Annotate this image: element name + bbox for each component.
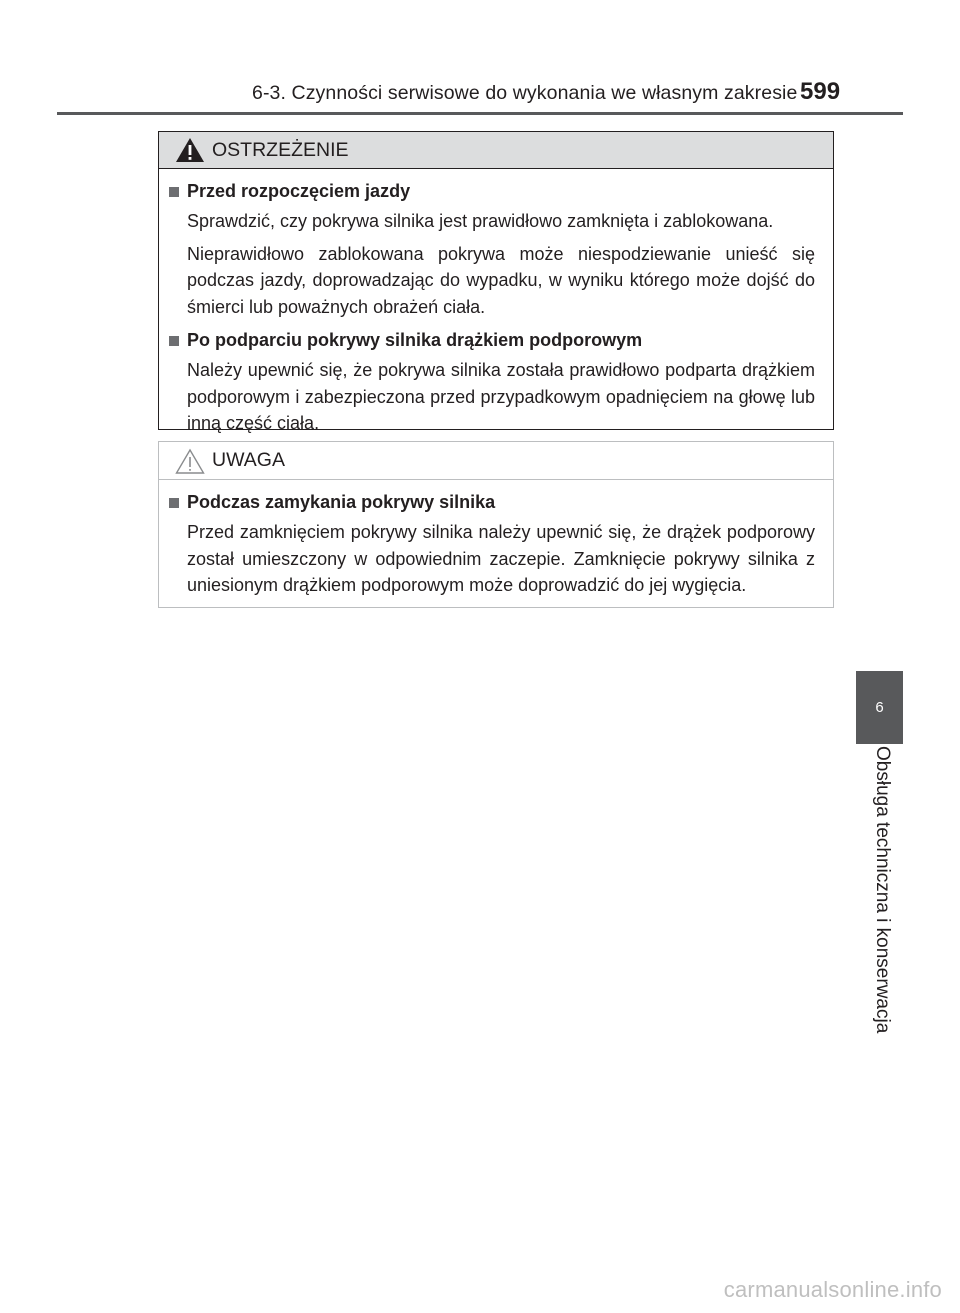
notice-box-title: UWAGA [212,449,285,471]
square-bullet-icon [169,336,179,346]
warning-triangle-outline-icon [175,448,205,474]
warning-triangle-filled-icon [175,137,205,163]
section-heading-text: Po podparciu pokrywy silnika drążkiem podporowym [187,330,643,350]
section-heading-text: Przed rozpoczęciem jazdy [187,181,411,201]
notice-box-header [159,442,833,480]
chapter-tab [856,671,903,744]
paragraph: Nieprawidłowo zablokowana pokrywa może niespodziewanie unieść się podczas jazdy, doprowadzając do wypadku, w wyniku którego może dojść do śmierci lub poważnych obrażeń ciała. [187,243,815,317]
notice-box [158,441,834,608]
section-heading-text: Podczas zamykania pokrywy silnika [187,492,496,512]
page-number: 599 [800,78,841,105]
section-heading [169,488,815,517]
square-bullet-icon [169,498,179,508]
header-divider [57,112,903,115]
section-heading [169,326,815,355]
square-bullet-icon [169,187,179,197]
notice-box-body [159,480,833,599]
warning-box-title: OSTRZEŻENIE [212,138,349,161]
paragraph: Przed zamknięciem pokrywy silnika należy upewnić się, że drążek podporowy został umieszczony w odpowiednim zaczepie. Zamknięcie pokrywy silnika z uniesionym drążkiem podporowym może doprowadzić do jej wygięcia. [187,522,815,595]
warning-box [158,131,834,433]
chapter-number: 6 [875,699,884,716]
warning-box-body [159,169,833,437]
section-heading [169,177,815,206]
section-title: 6-3. Czynności serwisowe do wykonania we własnym zakresie [252,82,798,104]
watermark: carmanualsonline.info [723,1277,942,1302]
chapter-title: Obsługa techniczna i konserwacja [872,746,893,1034]
paragraph: Sprawdzić, czy pokrywa silnika jest prawidłowo zamknięta i zablokowana. [187,211,774,231]
warning-box-header [159,132,833,169]
paragraph: Należy upewnić się, że pokrywa silnika została prawidłowo podparta drążkiem podporowym i zabezpieczona przed przypadkowym opadnięciem na głowę lub inną część ciała. [187,360,815,433]
